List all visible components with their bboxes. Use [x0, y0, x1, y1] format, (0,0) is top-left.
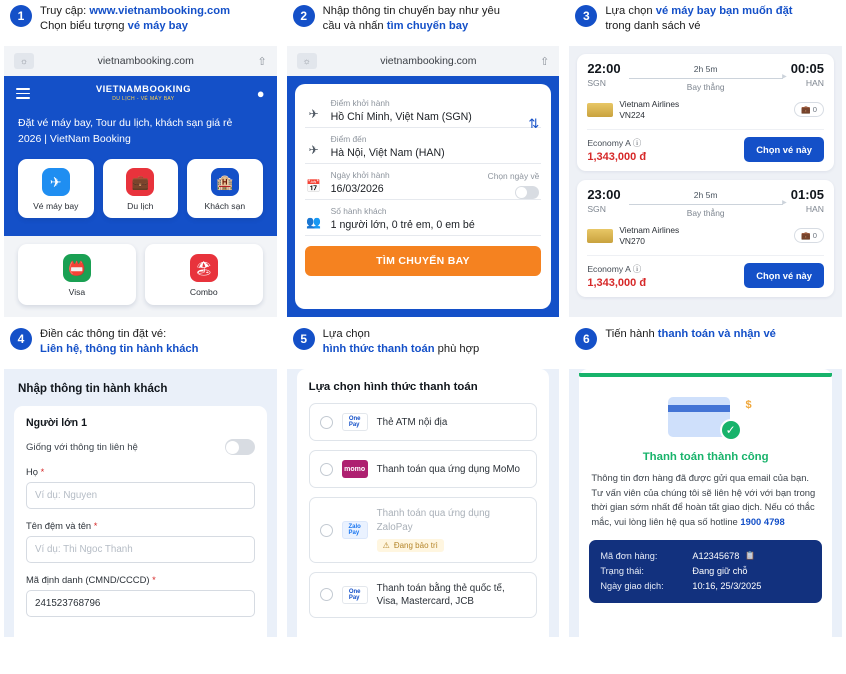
app-screen-2 [287, 76, 560, 317]
landing-icon: ✈ [308, 143, 319, 157]
order-status-value: Đang giữ chỗ [692, 566, 748, 577]
share-icon[interactable]: ⇧ [257, 55, 267, 68]
hero-line-2: 2026 | VietNam Booking [18, 132, 131, 145]
order-date-row [600, 579, 811, 594]
step-2-header [287, 2, 560, 46]
step-6-panel [569, 325, 842, 637]
result-2-middle [621, 188, 791, 218]
result-2-airline-row [587, 225, 824, 247]
payment-option-atm[interactable] [309, 403, 538, 441]
result-2-arrive-time: 01:05 [790, 186, 824, 202]
step-6-line1-highlight: thanh toán và nhận vé [657, 328, 776, 341]
page-title: Nhập thông tin hành khách [18, 382, 168, 396]
result-1-duration: 2h 5m [693, 64, 718, 74]
combo-icon: 🏖 [190, 254, 218, 282]
step-4-line2-highlight: Liên hệ, thông tin hành khách [40, 343, 199, 356]
table-row[interactable] [577, 180, 834, 297]
same-as-contact-toggle[interactable] [225, 439, 255, 455]
field-origin[interactable] [305, 92, 542, 131]
result-1-arrive-time: 00:05 [790, 61, 824, 76]
status-badge [377, 539, 444, 552]
passenger-form-wrapper [4, 369, 277, 637]
flight-search-form [295, 84, 552, 309]
search-flights-button[interactable]: TÌM CHUYẾN BAY [305, 246, 542, 276]
table-row[interactable] [577, 54, 834, 171]
result-1-price: 1,343,000 đ [587, 150, 647, 163]
step-4-panel [4, 325, 277, 637]
phone-mock-2 [287, 46, 560, 317]
step-2-number: 2 [293, 5, 315, 27]
success-accent-bar [579, 373, 832, 377]
step-1-line2-highlight: vé máy bay [127, 20, 188, 33]
phone-mock-4 [4, 369, 277, 637]
info-icon[interactable]: ⓘ [632, 137, 642, 148]
tile-combo[interactable] [145, 244, 263, 305]
url-text-1[interactable]: vietnambooking.com [97, 55, 194, 67]
calendar-icon: 📅 [306, 179, 322, 193]
camera-icon: ☼ [297, 53, 317, 69]
step-1-header [4, 2, 277, 46]
phone-mock-5 [287, 369, 560, 637]
result-1-middle [621, 62, 791, 92]
momo-logo-icon: momo [342, 460, 368, 478]
success-paragraph-text: Thông tin đơn hàng đã được gửi qua email của bạn. Tư vấn viên của chúng tôi sẽ liên hệ với với bạn trong thời gian sớm nhất để hoàn tất giao dịch. Nếu có thắc mắc, vui lòng liên hệ qua số hotline [591, 472, 816, 528]
route-line-icon [629, 204, 783, 205]
step-5-panel [287, 325, 560, 637]
copy-icon[interactable]: 📋 [745, 551, 756, 561]
step-5-number: 5 [293, 328, 315, 350]
step-1-line1: Truy cập: [40, 5, 90, 17]
result-2-flight-no: VN270 [619, 235, 645, 246]
success-paragraph [591, 471, 820, 529]
radio-icon[interactable] [320, 416, 333, 429]
app-topbar [4, 76, 277, 108]
user-account-icon[interactable]: ● [256, 85, 265, 101]
step-5-line2-tail: phù hợp [434, 343, 480, 356]
result-1-baggage-badge: 💼 0 [794, 102, 824, 117]
result-1-stops: Bay thẳng [686, 82, 725, 92]
field-passengers[interactable] [305, 200, 542, 236]
field-origin-label: Điểm khởi hành [330, 98, 390, 108]
same-as-contact-label: Giống với thông tin liên hệ [26, 441, 138, 453]
url-text-2[interactable]: vietnambooking.com [380, 55, 477, 67]
result-2-depart-time: 23:00 [587, 186, 621, 202]
radio-icon[interactable] [320, 463, 333, 476]
step-2-text [323, 4, 500, 34]
step-3-line1: Lựa chọn [605, 5, 656, 17]
result-2-airline-name: Vietnam Airlines [619, 224, 680, 235]
return-date-toggle[interactable] [515, 186, 539, 199]
result-1-flight-no: VN224 [619, 109, 645, 120]
firstname-input[interactable] [26, 536, 255, 563]
tile-hotel-label: Khách sạn [204, 201, 246, 212]
order-date-key: Ngày giao dịch: [600, 581, 664, 592]
result-2-depart [587, 188, 620, 214]
search-form-wrapper [287, 76, 560, 317]
success-card [579, 369, 832, 637]
step-6-header [569, 325, 842, 369]
step-3-line1-highlight: vé máy bay bạn muốn đặt [655, 5, 793, 17]
result-1-arrive-code: HAN [805, 77, 824, 88]
payment-title: Lựa chọn hình thức thanh toán [308, 381, 478, 394]
radio-icon [320, 524, 333, 537]
field-departure-date-value: 16/03/2026 [330, 183, 384, 195]
result-1-fare-class: Economy A ⓘ [587, 137, 642, 148]
phone-mock-3 [569, 46, 842, 317]
result-1-arrive [791, 62, 824, 88]
result-2-fare-block [587, 263, 646, 289]
tile-combo-label: Combo [189, 287, 218, 298]
step-1-line1-highlight: www.vietnambooking.com [89, 5, 231, 17]
payment-option-international-card[interactable] [309, 572, 538, 618]
result-2-depart-code: SGN [587, 203, 606, 214]
step-2-line2-highlight: tìm chuyến bay [386, 20, 469, 33]
airline-logo-icon [587, 229, 613, 243]
payment-option-atm-label: Thẻ ATM nội địa [376, 416, 448, 428]
tile-visa-label: Visa [68, 287, 86, 298]
field-passengers-value: 1 người lớn, 0 trẻ em, 0 em bé [330, 219, 475, 231]
payment-wrapper [287, 369, 560, 637]
suitcase-icon: 💼 [126, 168, 154, 196]
select-ticket-button[interactable]: Chọn vé này [744, 137, 824, 162]
result-1-fare-block [587, 137, 646, 163]
same-as-contact-row[interactable] [26, 439, 255, 455]
airline-logo-icon [587, 103, 613, 117]
result-2-stops: Bay thẳng [686, 207, 725, 218]
app-screen-3 [569, 46, 842, 317]
flight-results-list [569, 46, 842, 317]
zalopay-logo-icon: Zalo Pay [342, 521, 368, 539]
order-id-row [600, 549, 811, 564]
payment-option-zalopay-block [377, 507, 527, 552]
browser-urlbar-2[interactable] [287, 46, 560, 76]
brand-logo-main: VIETNAMBOOKING [95, 84, 191, 96]
payment-option-zalopay [309, 497, 538, 562]
field-departure-date-label: Ngày khởi hành [330, 170, 390, 180]
step-5-header [287, 325, 560, 369]
field-destination-value: Hà Nội, Việt Nam (HAN) [330, 147, 445, 159]
app-screen-1 [4, 76, 277, 317]
takeoff-icon: ✈ [308, 107, 319, 121]
field-origin-value: Hồ Chí Minh, Việt Nam (SGN) [330, 111, 472, 123]
hotline-number[interactable]: 1900 4798 [740, 516, 785, 528]
result-1-fare-row [587, 129, 824, 163]
result-2-fare-class: Economy A ⓘ [587, 263, 642, 274]
result-2-arrive [791, 188, 824, 214]
passengers-icon: 👥 [306, 215, 322, 229]
lastname-input[interactable] [26, 482, 255, 509]
result-1-times [587, 62, 824, 92]
field-lastname-label: Họ * [26, 466, 45, 478]
result-2-fare-row [587, 255, 824, 289]
route-line-icon [629, 78, 783, 79]
hero-text [4, 108, 277, 150]
payment-success-illustration [660, 389, 752, 445]
field-passengers-label: Số hành khách [330, 206, 387, 216]
field-destination[interactable] [305, 128, 542, 164]
onepay-logo-icon: One Pay [342, 586, 368, 604]
warning-icon: ⚠ [382, 540, 390, 550]
payment-option-momo[interactable] [309, 450, 538, 488]
step-3-panel [569, 2, 842, 317]
tile-flight[interactable] [18, 159, 94, 218]
step-2-line1: Nhập thông tin chuyến bay như yêu [322, 5, 500, 17]
step-4-text [40, 327, 199, 357]
check-circle-icon: ✓ [720, 419, 742, 441]
tile-tour[interactable] [103, 159, 179, 218]
field-departure-date[interactable] [305, 164, 542, 200]
step-3-line2: trong danh sách vé [605, 20, 701, 33]
result-1-airline [619, 99, 679, 121]
select-ticket-button[interactable]: Chọn vé này [744, 263, 824, 288]
app-screen-4 [4, 369, 277, 637]
step-6-line1: Tiến hành [605, 328, 658, 341]
app-screen-5 [287, 369, 560, 637]
field-destination-label: Điểm đến [330, 134, 367, 144]
app-screen-6 [569, 369, 842, 637]
result-2-arrive-code: HAN [805, 203, 824, 214]
order-status-key: Trạng thái: [600, 566, 644, 577]
order-details-box [589, 540, 822, 603]
hamburger-menu-icon[interactable] [16, 85, 30, 102]
field-id-number-label: Mã định danh (CMND/CCCD) * [26, 574, 156, 586]
result-1-airline-row [587, 99, 824, 121]
passenger-heading: Người lớn 1 [26, 417, 87, 430]
result-1-depart [587, 62, 620, 88]
payment-option-momo-label: Thanh toán qua ứng dụng MoMo [376, 463, 520, 475]
step-4-line1: Điền các thông tin đặt vé: [40, 328, 167, 341]
tile-tour-label: Du lịch [127, 201, 154, 212]
step-4-header [4, 325, 277, 369]
maintenance-label: Đang bảo trì [393, 540, 438, 550]
onepay-logo-icon: One Pay [342, 413, 368, 431]
step-2-line2: cầu và nhấn [322, 20, 387, 33]
share-icon[interactable]: ⇧ [540, 55, 550, 68]
id-number-input[interactable] [26, 590, 255, 617]
payment-option-international-card-label: Thanh toán bằng thẻ quốc tế, Visa, Mastercard, JCB [376, 582, 505, 607]
info-icon[interactable]: ⓘ [632, 263, 642, 274]
radio-icon[interactable] [320, 588, 333, 601]
tile-hotel[interactable] [187, 159, 263, 218]
phone-mock-6 [569, 369, 842, 637]
result-2-airline [619, 225, 679, 247]
step-2-panel [287, 2, 560, 317]
result-2-baggage-count: 0 [812, 231, 817, 241]
step-1-line2: Chọn biểu tượng [40, 20, 128, 33]
result-1-depart-time: 22:00 [587, 61, 621, 76]
result-2-duration: 2h 5m [693, 189, 718, 200]
result-2-baggage-badge: 💼 0 [794, 228, 824, 243]
step-1-panel [4, 2, 277, 317]
step-1-text [40, 4, 230, 34]
service-tiles-row-1 [4, 149, 277, 222]
tile-visa[interactable] [18, 244, 136, 305]
step-3-text [605, 4, 792, 34]
hero-line-1: Đặt vé máy bay, Tour du lịch, khách sạn giá rẻ [18, 116, 233, 129]
passenger-card [14, 406, 267, 674]
tile-flight-label: Vé máy bay [33, 201, 79, 212]
field-firstname [26, 520, 255, 563]
order-id-key: Mã đơn hàng: [600, 551, 658, 562]
field-lastname [26, 466, 255, 509]
order-id-value: A12345678 [692, 551, 740, 562]
airplane-icon: ✈ [42, 168, 70, 196]
home-hero [4, 76, 277, 236]
step-4-number: 4 [10, 328, 32, 350]
brand-logo [96, 85, 191, 102]
passport-icon: 📛 [63, 254, 91, 282]
field-id-number [26, 574, 255, 617]
result-1-depart-code: SGN [587, 77, 606, 88]
brand-logo-sub: DU LỊCH - VÉ MÁY BAY [112, 95, 175, 102]
result-1-baggage-count: 0 [812, 105, 817, 115]
payment-card [297, 369, 550, 637]
service-tiles-row-2 [4, 236, 277, 317]
step-5-text [323, 327, 480, 357]
order-status-row [600, 564, 811, 579]
field-firstname-label: Tên đệm và tên * [26, 520, 98, 532]
browser-urlbar-1[interactable] [4, 46, 277, 76]
camera-icon: ☼ [14, 53, 34, 69]
step-3-header [569, 2, 842, 46]
phone-mock-1 [4, 46, 277, 317]
swap-vertical-icon[interactable]: ⇅ [528, 116, 540, 131]
hotel-icon: 🏨 [211, 168, 239, 196]
step-1-number: 1 [10, 5, 32, 27]
success-heading: Thanh toán thành công [642, 451, 769, 464]
return-date-note: Chọn ngày về [487, 171, 540, 181]
step-6-text [605, 327, 776, 342]
step-6-number: 6 [575, 328, 597, 350]
coin-icon: $ [745, 399, 752, 412]
payment-option-zalopay-label: Thanh toán qua ứng dụng ZaloPay [376, 508, 490, 533]
result-2-price: 1,343,000 đ [587, 276, 647, 289]
step-5-line2-highlight: hình thức thanh toán [322, 343, 435, 356]
result-2-times [587, 188, 824, 218]
success-wrapper [569, 369, 842, 637]
result-1-airline-name: Vietnam Airlines [619, 99, 680, 109]
order-date-value: 10:16, 25/3/2025 [692, 581, 762, 592]
step-5-line1: Lựa chọn [322, 328, 370, 341]
step-3-number: 3 [575, 5, 597, 27]
